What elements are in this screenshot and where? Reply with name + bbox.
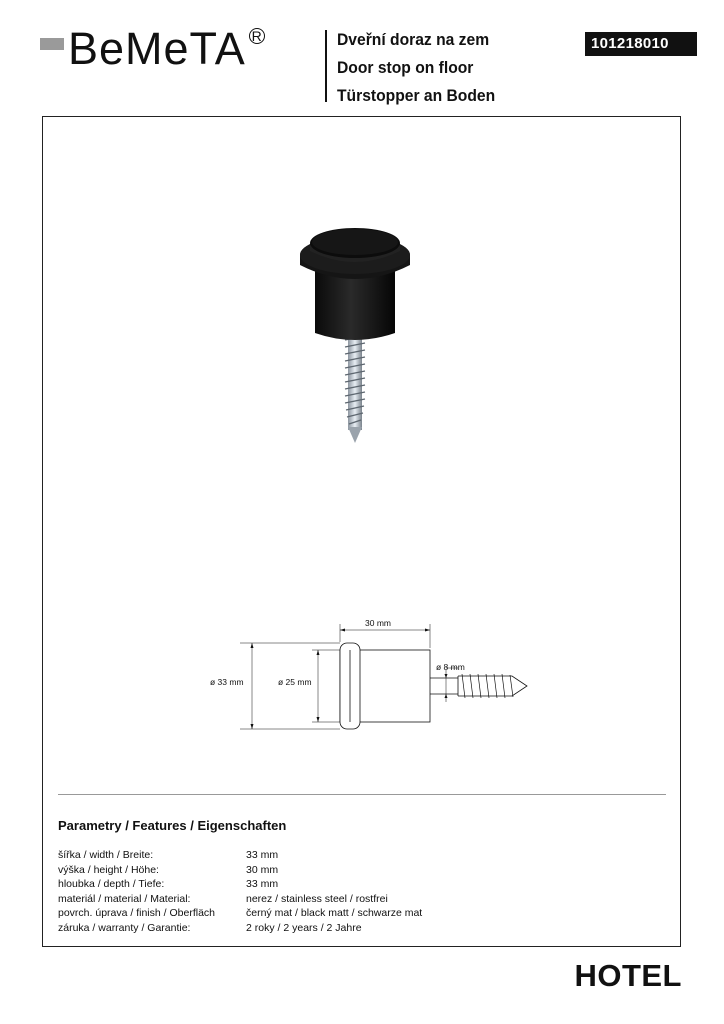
feature-label: povrch. úprava / finish / Oberfläch — [58, 907, 215, 919]
feature-value: 30 mm — [246, 863, 279, 876]
dim-screw-diameter-label: ø 8 mm — [436, 662, 465, 672]
feature-label: výška / height / Höhe: — [58, 863, 159, 876]
product-titles — [337, 26, 509, 110]
feature-row — [58, 892, 422, 907]
dim-width-label: 30 mm — [365, 618, 391, 628]
feature-row — [58, 848, 422, 863]
header-divider — [325, 30, 327, 102]
feature-label: šířka / width / Breite: — [58, 849, 154, 861]
feature-value: černý mat / black matt / schwarze mat — [246, 907, 423, 919]
features-title: Parametry / Features / Eigenschaften — [58, 818, 287, 833]
feature-label: záruka / warranty / Garantie: — [58, 921, 191, 934]
features-table — [58, 848, 422, 935]
feature-value: nerez / stainless steel / rostfrei — [246, 892, 388, 905]
feature-value: 33 mm — [246, 878, 279, 890]
registered-mark-icon: R — [249, 28, 265, 44]
door-stop-body — [300, 228, 410, 340]
title-cs: Dveřní doraz na zem — [337, 30, 490, 49]
feature-row — [58, 863, 422, 878]
dim-outer-diameter-label: ø 33 mm — [210, 677, 244, 687]
feature-label: hloubka / depth / Tiefe: — [58, 878, 165, 890]
feature-value: 33 mm — [246, 849, 279, 861]
screw — [345, 325, 365, 443]
logo-wordmark: BeMeTA — [68, 23, 246, 74]
feature-row — [58, 906, 422, 921]
title-de: Türstopper an Boden — [337, 86, 496, 105]
technical-drawing — [200, 610, 540, 740]
dim-inner-diameter-label: ø 25 mm — [278, 677, 312, 687]
logo-bar — [40, 38, 64, 50]
section-divider — [58, 794, 666, 795]
feature-label: materiál / material / Material: — [58, 892, 191, 905]
brand-logo — [40, 23, 265, 74]
title-en: Door stop on floor — [337, 58, 474, 77]
product-photo — [290, 215, 420, 445]
feature-row — [58, 877, 422, 892]
product-code-badge: 101218010 — [585, 32, 697, 56]
feature-value: 2 roky / 2 years / 2 Jahre — [246, 921, 362, 934]
feature-row — [58, 921, 422, 936]
category-label: HOTEL — [574, 958, 682, 993]
